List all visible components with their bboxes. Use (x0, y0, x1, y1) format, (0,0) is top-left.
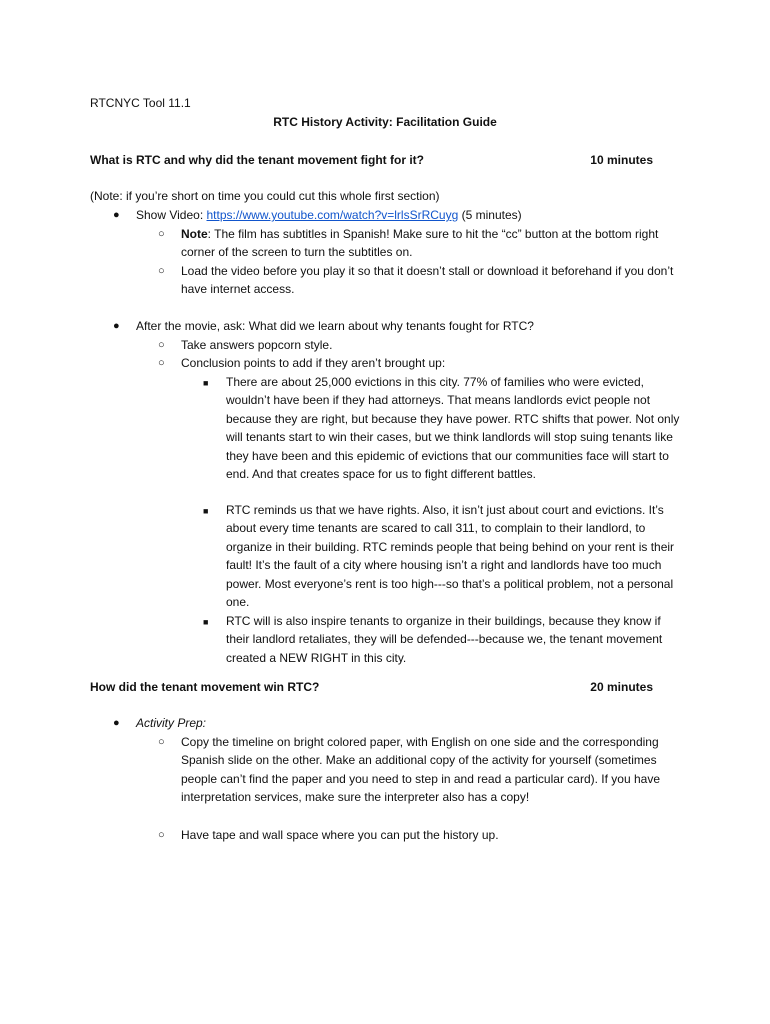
tool-label: RTCNYC Tool 11.1 (90, 96, 191, 110)
activity-prep-label: Activity Prep: (136, 716, 207, 730)
note-paragraph: (Note: if you’re short on time you could cut this whole first section) (90, 189, 440, 203)
sub-bullet-icon: ○ (158, 265, 165, 277)
square-bullet-icon: ■ (203, 378, 209, 388)
section-1-heading (90, 151, 653, 169)
video-duration: (5 minutes) (458, 208, 522, 222)
conclusion-point-2: RTC reminds us that we have rights. Also, it isn’t just about court and evictions. It’s about every time tenants are scared to call 311, to complain to their landlord, to organize in their building. RTC reminds people that being behind on your rent is their fault! It’s the fault of a city where housing isn’t a right and landlords have too much power. Most everyone’s rent is too high---so that’s a political problem, not a personal one. (226, 503, 675, 610)
list-item-subtitles-note (181, 225, 681, 262)
conclusion-point-1: There are about 25,000 evictions in this city. 77% of families who were evicted, wouldn’t have been if they had attorneys. That means landlords evict people not because they are right, but because they have power. RTC shifts that power. Not only will tenants start to win their cases, but we think landlords will stop suing tenants like they have been and this epidemic of evictions that our communities face will start to end. And that creates space for us to fight different battles. (226, 375, 680, 482)
conclusion-point-3: RTC will is also inspire tenants to organize in their buildings, because they know if their landlord retaliates, they will be defended---because we, the tenant movement created a NEW RIGHT in this city. (226, 614, 663, 665)
sub-bullet-icon: ○ (158, 357, 165, 369)
list-item-conclusion-points: Conclusion points to add if they aren’t brought up: (181, 356, 446, 370)
sub-bullet-icon: ○ (158, 829, 165, 841)
section-1-question: What is RTC and why did the tenant movement fight for it? (90, 153, 424, 167)
list-item-after-movie: After the movie, ask: What did we learn about why tenants fought for RTC? (136, 319, 534, 333)
section-1-time: 10 minutes (590, 153, 653, 167)
note-label: Note (181, 227, 208, 241)
subtitles-note-text: : The film has subtitles in Spanish! Make sure to hit the “cc” button at the bottom right corner of the screen to turn the subtitles on. (181, 227, 659, 260)
list-item-popcorn: Take answers popcorn style. (181, 338, 333, 352)
list-item-copy-timeline: Copy the timeline on bright colored paper, with English on one side and the corresponding Spanish slide on the other. Make an additional copy of the activity for yourself (sometimes people can’t find the paper and you need to step in and read a particular card). If you have interpretation services, make sure the interpreter also has a copy! (181, 735, 660, 805)
section-2-time: 20 minutes (590, 680, 653, 694)
square-bullet-icon: ■ (203, 617, 209, 627)
show-video-label: Show Video: (136, 208, 207, 222)
bullet-icon: ● (113, 717, 120, 729)
section-2-heading (90, 678, 653, 696)
bullet-icon: ● (113, 209, 120, 221)
sub-bullet-icon: ○ (158, 339, 165, 351)
youtube-link[interactable]: https://www.youtube.com/watch?v=lrlsSrRCuyg (206, 208, 459, 222)
sub-bullet-icon: ○ (158, 736, 165, 748)
list-item-show-video (136, 206, 696, 224)
list-item-tape-wall: Have tape and wall space where you can put the history up. (181, 828, 499, 842)
section-2-question: How did the tenant movement win RTC? (90, 680, 320, 694)
square-bullet-icon: ■ (203, 506, 209, 516)
list-item-load-video: Load the video before you play it so that it doesn’t stall or download it beforehand if you don’t have internet access. (181, 264, 674, 297)
sub-bullet-icon: ○ (158, 228, 165, 240)
bullet-icon: ● (113, 320, 120, 332)
document-title: RTC History Activity: Facilitation Guide (273, 115, 497, 129)
